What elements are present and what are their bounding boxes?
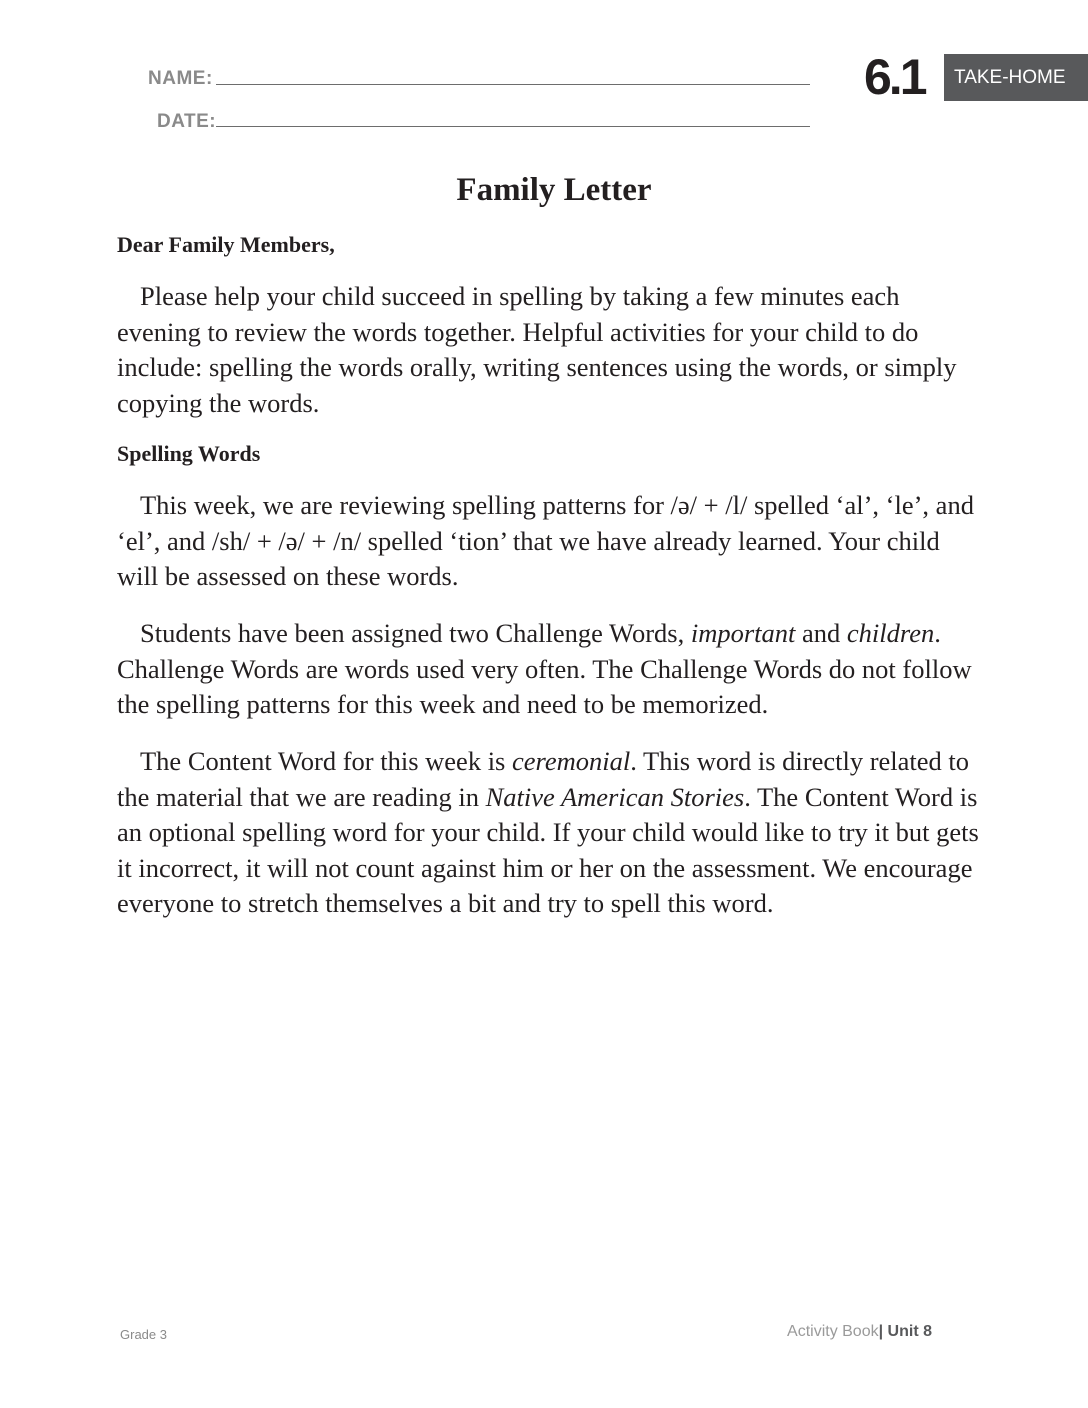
- challenge-text-before: Students have been assigned two Challenge Words,: [140, 618, 691, 648]
- date-line: [216, 126, 810, 127]
- content-word: ceremonial: [512, 746, 631, 776]
- content-text-before: The Content Word for this week is: [140, 746, 512, 776]
- patterns-paragraph: [117, 488, 987, 595]
- challenge-word-2: children: [846, 618, 935, 648]
- book-title: Native American Stories: [485, 781, 745, 812]
- footer-book-unit: [787, 1323, 932, 1341]
- lesson-number: 6.1: [864, 49, 925, 105]
- name-label: NAME:: [148, 68, 213, 89]
- take-home-tab: [944, 54, 1088, 101]
- footer-separator: |: [878, 1323, 884, 1340]
- name-line: [216, 84, 810, 85]
- challenge-text-middle: and: [795, 618, 847, 648]
- intro-text: Please help your child succeed in spelling by taking a few minutes each evening to review the words together. Helpful activities for your child to do include: spelling the words orally, writing sentences using the words, or simply copying the words.: [117, 281, 957, 418]
- content-text-middle: . This word is directly related to the material that we are reading in: [117, 746, 970, 812]
- content-text-after: . The Content Word is an optional spelling word for your child. If your child would like to try it but gets it incorrect, it will not count against him or her on the assessment. We encourage everyone to stretch themselves a bit and try to spell this word.: [117, 781, 979, 918]
- challenge-text-after: . Challenge Words are words used very often. The Challenge Words do not follow the spelling patterns for this week and need to be memorized.: [117, 618, 972, 719]
- patterns-text: This week, we are reviewing spelling patterns for /ə/ + /l/ spelled ‘al’, ‘le’, and ‘el’, and /sh/ + /ə/ + /n/ spelled ‘tion’ that we have already learned. Your child will be assessed on these words.: [117, 490, 974, 591]
- section-heading: Spelling Words: [117, 441, 261, 466]
- date-label: DATE:: [157, 111, 217, 132]
- challenge-paragraph: [117, 616, 1002, 723]
- salutation: Dear Family Members,: [117, 232, 335, 257]
- page-title: Family Letter: [456, 172, 652, 208]
- footer-book: Activity Book: [787, 1323, 879, 1340]
- challenge-word-1: important: [690, 618, 796, 648]
- take-home-label: TAKE-HOME: [954, 67, 1066, 88]
- footer-grade: Grade 3: [120, 1327, 167, 1342]
- footer-unit: Unit 8: [887, 1323, 932, 1340]
- intro-paragraph: [117, 279, 977, 421]
- content-paragraph: [117, 744, 995, 922]
